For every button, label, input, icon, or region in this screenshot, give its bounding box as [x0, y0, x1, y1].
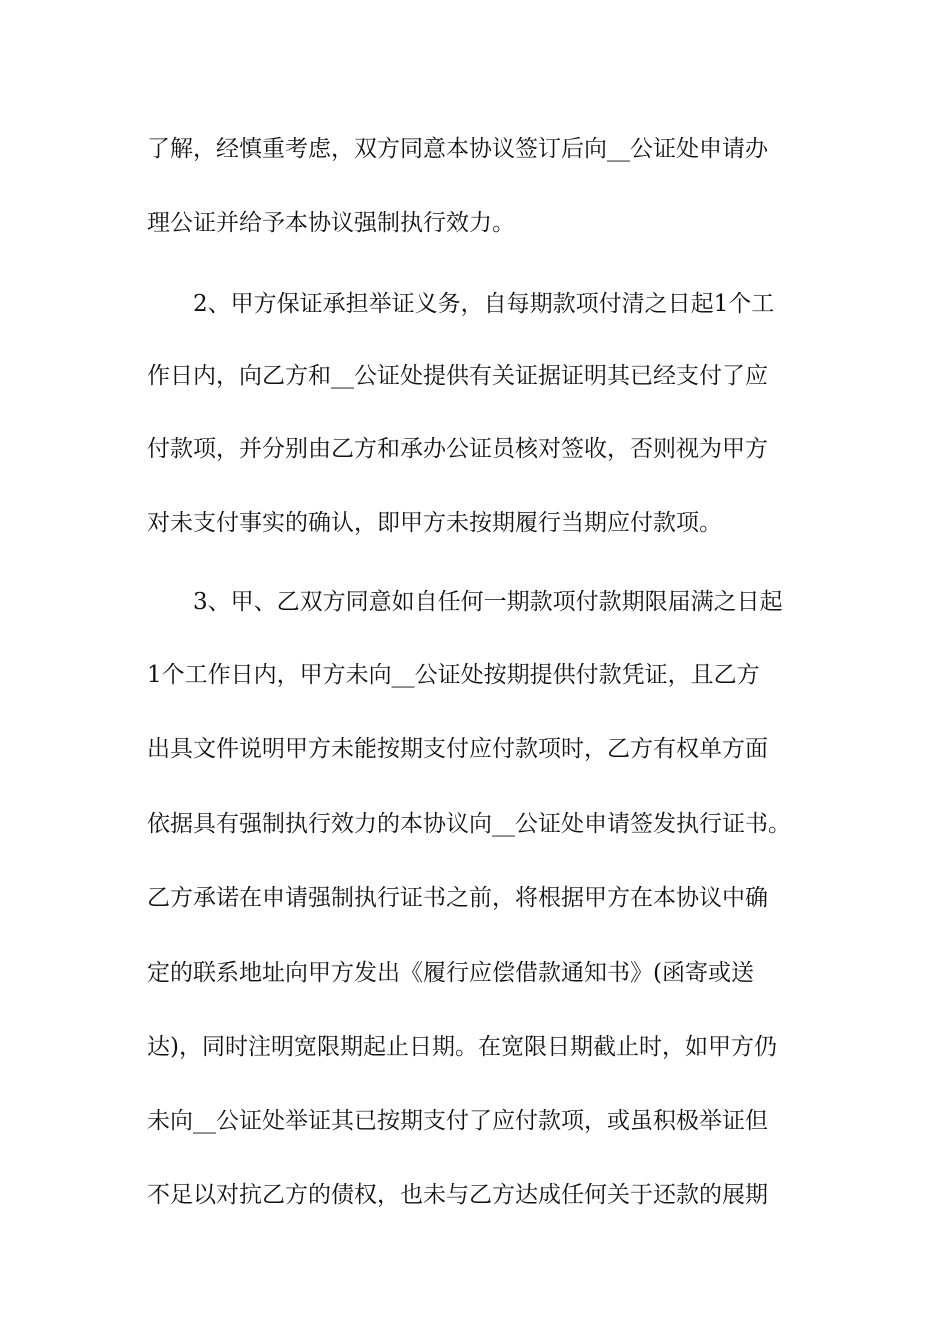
- text-line: 定的联系地址向甲方发出《履行应偿借款通知书》(函寄或送: [147, 960, 754, 986]
- text-line: 不足以对抗乙方的债权，也未与乙方达成任何关于还款的展期: [147, 1182, 768, 1208]
- text-line: 未向__公证处举证其已按期支付了应付款项，或虽积极举证但: [147, 1108, 768, 1134]
- text-line: 了解，经慎重考虑，双方同意本协议签订后向__公证处申请办: [147, 136, 768, 162]
- text-line: 对未支付事实的确认，即甲方未按期履行当期应付款项。: [147, 510, 722, 536]
- text-line: 1个工作日内，甲方未向__公证处按期提供付款凭证，且乙方: [147, 662, 760, 688]
- text-line: 付款项，并分别由乙方和承办公证员核对签收，否则视为甲方: [147, 436, 768, 462]
- text-line: 出具文件说明甲方未能按期支付应付款项时，乙方有权单方面: [147, 736, 768, 762]
- text-line: 达)，同时注明宽限期起止日期。在宽限日期截止时，如甲方仍: [147, 1034, 777, 1060]
- text-line: 作日内，向乙方和__公证处提供有关证据证明其已经支付了应: [147, 363, 768, 389]
- text-line: 依据具有强制执行效力的本协议向__公证处申请签发执行证书。: [147, 811, 791, 837]
- text-line: 乙方承诺在申请强制执行证书之前，将根据甲方在本协议中确: [147, 885, 768, 911]
- text-line: 理公证并给予本协议强制执行效力。: [147, 210, 515, 236]
- text-line: 2、甲方保证承担举证义务，自每期款项付清之日起1个工: [193, 291, 775, 317]
- text-line: 3、甲、乙双方同意如自任何一期款项付款期限届满之日起: [193, 589, 783, 615]
